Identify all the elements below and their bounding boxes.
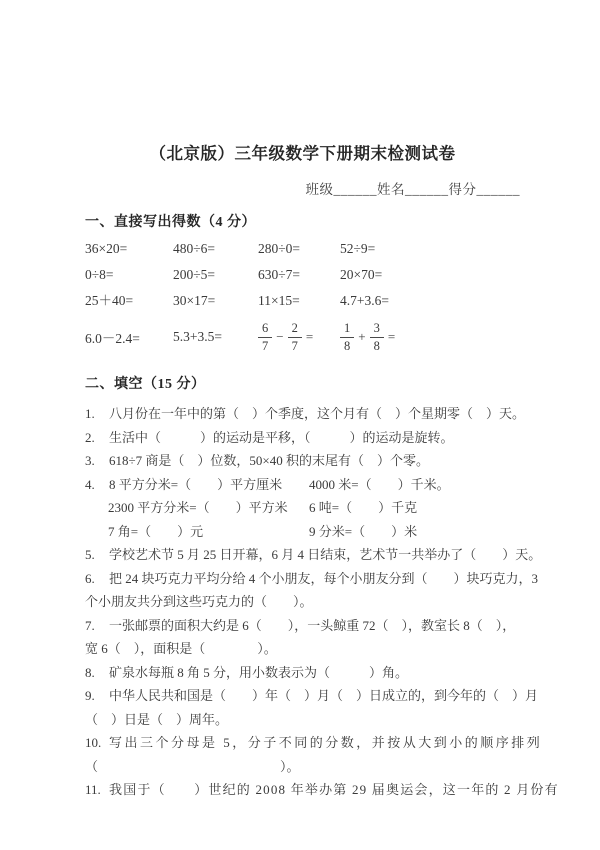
- minus-operator: −: [276, 329, 284, 344]
- conversion-left: 2300 平方分米=（ ）平方米: [108, 500, 288, 515]
- plus-operator: +: [358, 329, 366, 344]
- equals-sign: =: [305, 329, 314, 344]
- question-number: 10.: [85, 735, 102, 750]
- question-text: 中华人民共和国是（ ）年（ ）月（ ）日成立的，到今年的（ ）月: [109, 688, 539, 703]
- question-item-9: [85, 684, 539, 731]
- question-text: 我国于（ ）世纪的 2008 年举办第 29 届奥运会，这一年的 2 月份有: [109, 782, 559, 797]
- question-line: [85, 614, 520, 638]
- conversion-left: [85, 473, 309, 497]
- arithmetic-grid: [85, 236, 520, 314]
- fraction-numerator: 6: [258, 321, 272, 337]
- question-number: 7.: [85, 617, 95, 633]
- question-line: [85, 778, 559, 802]
- question-line: [85, 496, 520, 520]
- arithmetic-problem: 5.3+3.5=: [173, 329, 222, 344]
- question-item-11: [85, 778, 559, 802]
- arithmetic-problem: 200÷5=: [173, 267, 216, 282]
- fill-in-blank-list: [85, 402, 559, 802]
- fraction-denominator: 7: [262, 338, 269, 353]
- fraction-expression: [258, 321, 340, 353]
- question-number: 2.: [85, 429, 95, 445]
- arithmetic-problem: 20×70=: [340, 267, 383, 282]
- question-text: 矿泉水每瓶 8 角 5 分，用小数表示为（ ）角。: [109, 664, 409, 680]
- question-text: 8 平方分米=（ ）平方厘米: [109, 476, 283, 492]
- section2-heading: 二、填空（15 分）: [85, 377, 206, 392]
- section1-heading: 一、直接写出得数（4 分）: [85, 215, 256, 230]
- question-line: （ ）。: [85, 758, 300, 774]
- question-text: 把 24 块巧克力平均分给 4 个小朋友，每个小朋友分到（ ）块巧克力，3: [109, 570, 539, 586]
- question-text: 学校艺术节 5 月 25 日开幕，6 月 4 日结束，艺术节一共举办了（ ）天。: [109, 547, 542, 562]
- question-number: 11.: [85, 782, 101, 797]
- question-line: （ ）日是（ ）周年。: [85, 711, 229, 727]
- fraction-numerator: 2: [288, 321, 302, 337]
- question-line: [85, 520, 520, 544]
- fraction: [258, 321, 272, 353]
- fraction-denominator: 8: [344, 338, 351, 353]
- question-number: 6.: [85, 570, 95, 586]
- page-title: （北京版）三年级数学下册期末检测试卷: [149, 144, 456, 163]
- question-text: 一张邮票的面积大约是 6（ ），一头鲸重 72（ ），教室长 8（ ），: [109, 617, 516, 633]
- question-number: 9.: [85, 688, 95, 703]
- question-line: [85, 473, 520, 497]
- question-item-8: [85, 661, 520, 685]
- question-item-4: [85, 473, 520, 544]
- arithmetic-problem: 480÷6=: [173, 241, 216, 256]
- question-number: 8.: [85, 664, 95, 680]
- question-line: [85, 402, 526, 426]
- arithmetic-problem: 280÷0=: [258, 241, 301, 256]
- arithmetic-problem: 11×15=: [258, 293, 300, 308]
- conversion-right: 6 吨=（ ）千克: [309, 500, 418, 515]
- fraction-numerator: 1: [340, 321, 354, 337]
- question-number: 4.: [85, 476, 95, 492]
- question-item-3: [85, 449, 520, 473]
- question-number: 3.: [85, 453, 95, 468]
- arithmetic-problem: 52÷9=: [340, 241, 376, 256]
- arithmetic-row-fractions: [85, 314, 520, 360]
- arithmetic-problem: 30×17=: [173, 293, 216, 308]
- fraction: [370, 321, 384, 353]
- question-line: [85, 449, 520, 473]
- question-item-10: [85, 731, 543, 778]
- question-number: 5.: [85, 547, 95, 562]
- fraction-numerator: 3: [370, 321, 384, 337]
- question-item-1: [85, 402, 526, 426]
- student-info-line: 班级______姓名______得分______: [305, 182, 520, 197]
- question-text: 写出三个分母是 5，分子不同的分数，并按从大到小的顺序排列: [109, 735, 543, 750]
- question-item-2: [85, 426, 520, 450]
- question-item-5: [85, 543, 542, 567]
- fraction-denominator: 7: [291, 338, 298, 353]
- fraction-expression: [340, 321, 520, 353]
- question-line: 个小朋友共分到这些巧克力的（ ）。: [85, 594, 313, 609]
- question-line: [85, 731, 543, 755]
- arithmetic-problem: 4.7+3.6=: [340, 293, 389, 308]
- arithmetic-problem: 25＋40=: [85, 293, 134, 308]
- equals-sign: =: [387, 329, 396, 344]
- question-text: 生活中（ ）的运动是平移，（ ）的运动是旋转。: [109, 429, 454, 445]
- question-line: [85, 426, 520, 450]
- question-item-6: [85, 567, 539, 614]
- arithmetic-problem: 630÷7=: [258, 267, 301, 282]
- arithmetic-problem: 6.0－2.4=: [85, 331, 140, 346]
- question-text: 618÷7 商是（ ）位数，50×40 积的末尾有（ ）个零。: [109, 453, 429, 468]
- question-text: 八月份在一年中的第（ ）个季度，这个月有（ ）个星期零（ ）天。: [109, 406, 526, 421]
- fraction-denominator: 8: [373, 338, 380, 353]
- fraction: [288, 321, 302, 353]
- question-line: [85, 661, 520, 685]
- arithmetic-problem: 0÷8=: [85, 267, 114, 282]
- question-line: [85, 567, 539, 591]
- question-item-7: [85, 614, 520, 661]
- fraction: [340, 321, 354, 353]
- question-line: [85, 543, 542, 567]
- conversion-left: 7 角=（ ）元: [108, 523, 204, 539]
- question-line: 宽 6（ ），面积是（ ）。: [85, 641, 277, 656]
- question-line: [85, 684, 539, 708]
- conversion-right: 4000 米=（ ）千米。: [309, 476, 450, 492]
- arithmetic-problem: 36×20=: [85, 241, 128, 256]
- question-number: 1.: [85, 406, 95, 421]
- conversion-right: 9 分米=（ ）米: [309, 523, 418, 539]
